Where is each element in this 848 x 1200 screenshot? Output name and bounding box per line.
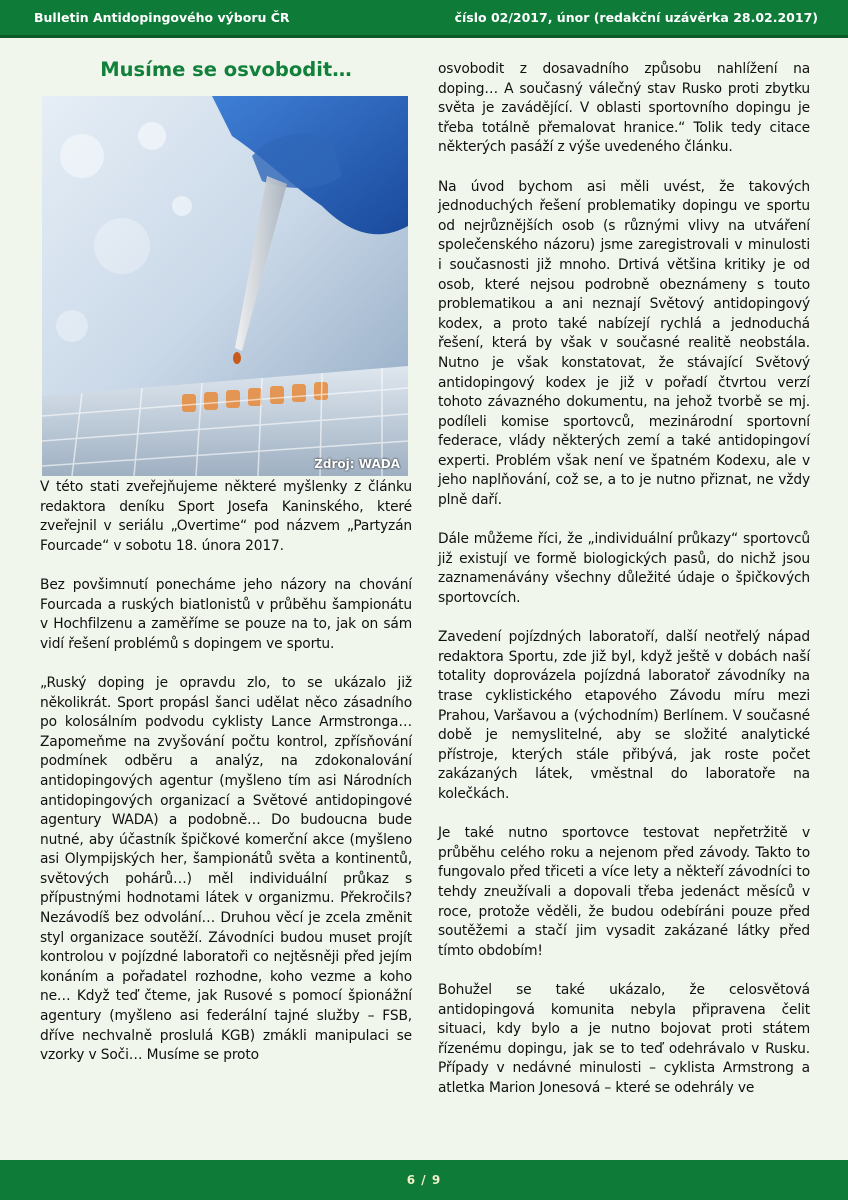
- paragraph: V této stati zveřejňujeme některé myšlenky z článku redaktora deníku Sport Josefa Kaninského, které zveřejnil v seriálu „Overtime“ pod názvem „Partyzán Fourcade“ v sobotu 18. února 2017.: [40, 479, 412, 554]
- paragraph: Na úvod bychom asi měli uvést, že takových jednoduchých řešení problematiky dopingu ve sportu od nejrůznějších osob (s různými vlivy na utváření společenského názoru) jsme zaregistrovali v minulosti i současnosti již mnoho. Drtivá většina kritiky je od osob, které nejsou podrobně obeznámeny s touto problematikou a ani neznají Světový antidopingový kodex, a proto také nabízejí rychlá a jednoduchá řešení, která by však v současné realitě neobstála. Nutno je však konstatovat, že stávající Světový antidopingový kodex je již v pořadí čtvrtou verzí tohoto závazného dokumentu, na jehož tvorbě se mj. podíleli komise sportovců, mezinárodní sportovní federace, vlády některých zemí a také antidopingoví experti. Problém však není ve špatném Kodexu, ale v jeho naplňování, což se, a to je nutno přiznat, ne vždy plně daří.: [438, 178, 810, 509]
- lab-photo: [42, 96, 408, 476]
- paragraph: osvobodit z dosavadního způsobu nahlížení na doping… A současný válečný stav Rusko proti zbytku světa je zavádějící. V oblasti sportovního dopingu je třeba totálně přemalovat hranice.“ Tolik tedy citace některých pasáží z výše uvedeného článku.: [438, 61, 810, 156]
- article-title: Musíme se osvobodit…: [100, 58, 352, 81]
- page-header: [0, 0, 848, 38]
- article-column-right: [438, 60, 810, 1118]
- article-column-left: [40, 478, 412, 1085]
- paragraph: „Ruský doping je opravdu zlo, to se ukázalo již několikrát. Sport propásl šanci udělat něco zásadního po kolosálním podvodu cyklisty Lance Armstronga… Zapomeňme na zvyšování počtu kontrol, zpřísňování podmínek odběru a analýz, na zdokonalování antidopingových agentur (myšleno tím asi Národních antidopingových organizací a Světové antidopingové agentury WADA) a podobně… Do budoucna bude nutné, aby účastník špičkové komerční akce (myšleno asi Olympijských her, šampionátů světa a kontinentů, světových pohárů…) měl individuální průkaz s přípustnými hodnotami látek v organizmu. Překročils? Nezávodíš bez odvolání… Druhou věcí je zcela změnit styl organizace soutěží. Závodníci budou muset projít kontrolou v pojízdné laboratoři co nejtěsněji před jejím konáním a pořadatel rozhodne, koho vezme a koho ne… Když teď čteme, jak Rusové s pomocí špionážní agentury (myšleno asi federální tajné služby – FSB, dříve nechvalně proslulá KGB) zmákli manipulaci se vzorky v Soči… Musíme se proto: [40, 674, 412, 1064]
- paragraph: Je také nutno sportovce testovat nepřetržitě v průběhu celého roku a nejenom před závody. Takto to fungovalo před třiceti a více lety a někteří závodníci to tehdy zneužívali a dopovali třeba jedenáct měsíců v roce, protože věděli, že budou odebíráni pouze před soutěžemi a stačí jim vysadit zakázané látky před tímto obdobím!: [438, 825, 810, 959]
- bulletin-title: Bulletin Antidopingového výboru ČR: [34, 10, 290, 25]
- paragraph: Dále můžeme říci, že „individuální průkazy“ sportovců již existují ve formě biologických pasů, do nichž jsou zaznamenávány všechny důležité údaje o špičkových sportovcích.: [438, 531, 810, 607]
- photo-credit: Zdroj: WADA: [314, 457, 400, 471]
- issue-info: číslo 02/2017, únor (redakční uzávěrka 28.02.2017): [454, 10, 818, 25]
- paragraph: Bohužel se také ukázalo, že celosvětová antidopingová komunita nebyla připravena čelit situaci, kdy bylo a je nutno bojovat proti státem řízenému dopingu, jak se to teď odehrávalo v Rusku. Případy v nedávné minulosti – cyklista Armstrong a atletka Marion Jonesová – které se odehrály ve: [438, 981, 810, 1096]
- page-footer: [0, 1160, 848, 1200]
- paragraph: Bez povšimnutí ponecháme jeho názory na chování Fourcada a ruských biatlonistů v průběhu šampionátu v Hochfilzenu a zaměříme se pouze na to, jak on sám vidí řešení problémů s dopingem ve sportu.: [40, 576, 412, 652]
- page-number: 6 / 9: [406, 1173, 442, 1187]
- paragraph: Zavedení pojízdných laboratoří, další neotřelý nápad redaktora Sportu, zde již byl, když ještě v dobách naší totality doprovázela pojízdná laboratoř závodníky na trase cyklistického etapového Závodu míru mezi Prahou, Varšavou a (východním) Berlínem. V současné době je nemyslitelné, aby se složité analytické přístroje, kterých stále přibývá, jak roste počet zakázaných látek, vměstnal do laboratoře na kolečkách.: [438, 629, 810, 802]
